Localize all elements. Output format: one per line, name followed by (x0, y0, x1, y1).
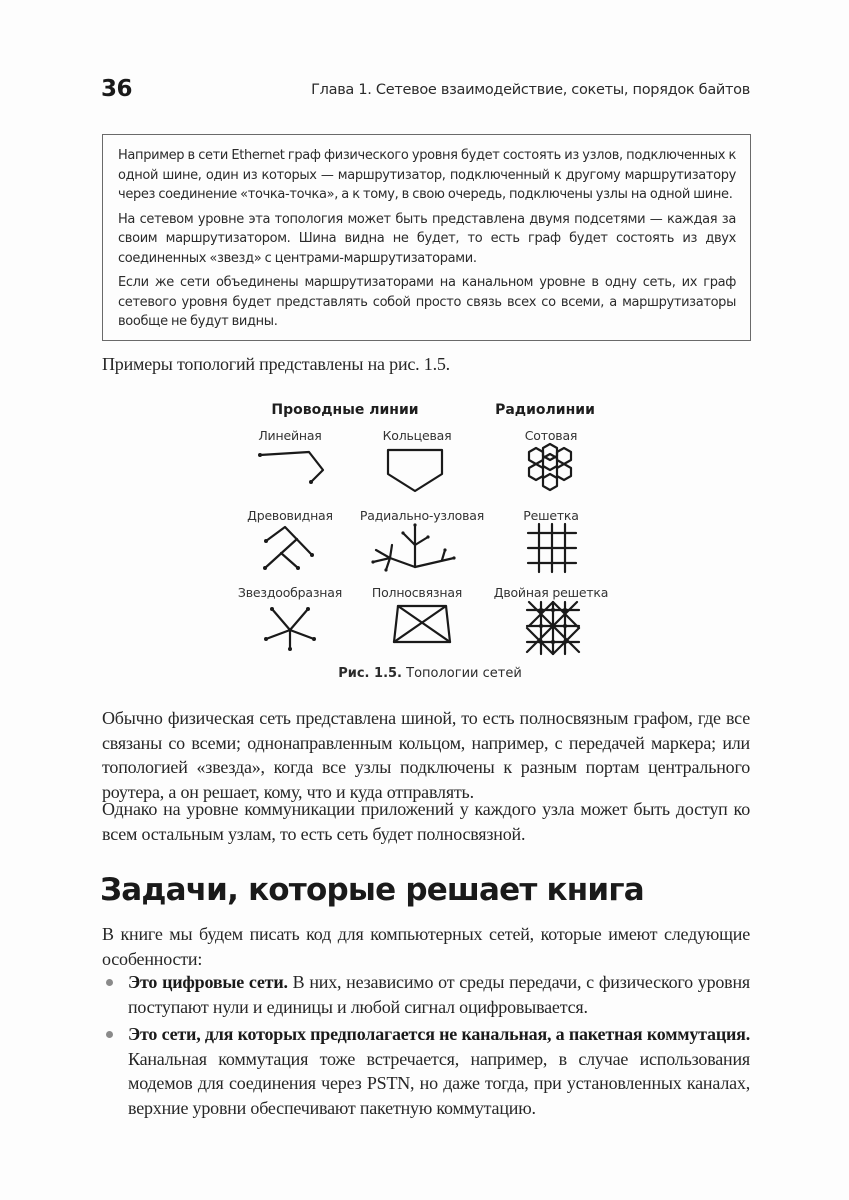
features-list (102, 970, 750, 1123)
topology-label-grid: Решетка (523, 508, 579, 523)
figure-caption-number: Рис. 1.5. (338, 666, 402, 681)
figure-caption (230, 666, 630, 681)
note-box (102, 134, 751, 341)
list-item (102, 1022, 750, 1120)
bullet-icon (106, 979, 113, 986)
page-number: 36 (101, 76, 133, 102)
linear-topology-icon (250, 446, 330, 496)
list-item-text: В них, независимо от среды передачи, с физического уровня поступают нули и единицы и любой сигнал оцифровывается. (128, 972, 750, 1017)
topology-label-tree: Древовидная (247, 508, 333, 523)
topology-label-full-mesh: Полносвязная (371, 585, 463, 600)
topology-label-ring: Кольцевая (382, 428, 452, 443)
topology-label-radial-node: Радиально-узловая (359, 508, 485, 523)
topology-label-cellular: Сотовая (524, 428, 578, 443)
figure-header-wired: Проводные линии (271, 402, 419, 418)
figure-topologies (230, 398, 630, 688)
figure-caption-text: Топологии сетей (402, 666, 522, 681)
full-mesh-topology-icon (390, 603, 454, 647)
figure-header-radio: Радиолинии (495, 402, 595, 418)
topology-label-linear: Линейная (258, 428, 322, 443)
body-paragraph: Обычно физическая сеть представлена шиной, то есть полносвязным графом, где все связаны со всеми; однонаправленным кольцом, например, с передачей маркера; или топологией «звезда», когда все узлы подключены к разным портам центрального роутера, а он решает, кому, что и куда отправлять. (102, 708, 750, 802)
section-title: Задачи, которые решает книга (100, 872, 644, 908)
note-paragraph: Например в сети Ethernet граф физического уровня будет состоять из узлов, подключенных к одной шине, один из которых — маршрутизатор, подключенный к другому маршрутизатору через соединение «точка-точка», а к тому, в свою очередь, подключены узлы на одной шине. (118, 148, 736, 202)
body-paragraph: Однако на уровне коммуникации приложений у каждого узла может быть доступ ко всем остальным узлам, то есть сеть будет полносвязной. (102, 799, 750, 844)
radial-node-topology-icon (370, 520, 470, 580)
note-paragraph: На сетевом уровне эта топология может быть представлена двумя подсетями — каждая за своим маршрутизатором. Шина видна не будет, то есть граф будет состоять из двух соединенных «звезд» с центрами-маршрутизаторами. (118, 211, 736, 266)
list-item-bold: Это цифровые сети. (128, 972, 288, 992)
list-item (102, 970, 750, 1019)
tree-topology-icon (260, 523, 320, 578)
bullet-icon (106, 1031, 113, 1038)
star-topology-icon (262, 603, 318, 653)
ring-topology-icon (380, 446, 450, 496)
cellular-topology-icon (520, 442, 580, 502)
topology-label-star: Звездообразная (237, 585, 343, 600)
grid-topology-icon (526, 522, 578, 574)
double-grid-topology-icon (525, 600, 581, 656)
list-item-bold: Это сети, для которых предполагается не канальная, а пакетная коммутация. (128, 1024, 750, 1044)
note-paragraph: Если же сети объединены маршрутизаторами на канальном уровне в одну сеть, их граф сетевого уровня будет представлять собой просто связь всех со всеми, а маршрутизаторы вообще не будут видны. (118, 275, 736, 329)
list-item-text: Канальная коммутация тоже встречается, например, в случае использования модемов для соединения через PSTN, но даже тогда, при установленных каналах, верхние уровни обеспечивают пакетную коммутацию. (128, 1048, 750, 1118)
running-head: Глава 1. Сетевое взаимодействие, сокеты, порядок байтов (311, 82, 750, 98)
figure-reference-paragraph: Примеры топологий представлены на рис. 1.5. (102, 354, 450, 374)
topology-label-double-grid: Двойная решетка (493, 585, 609, 600)
section-intro: В книге мы будем писать код для компьютерных сетей, которые имеют следующие особенности: (102, 924, 750, 969)
